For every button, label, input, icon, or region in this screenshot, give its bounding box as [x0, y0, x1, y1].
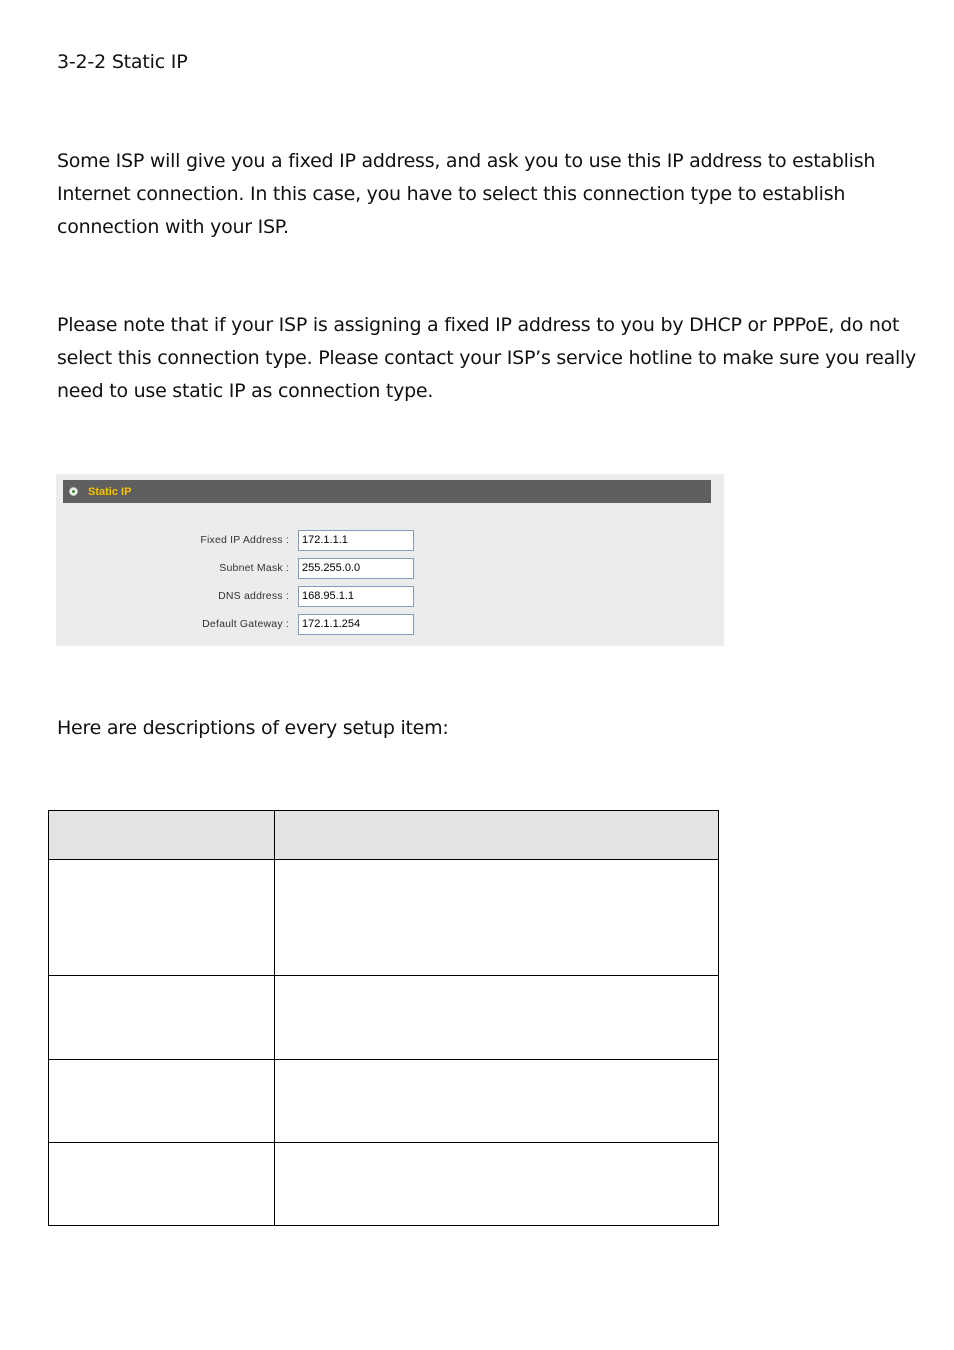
dns-address-input[interactable]: 168.95.1.1	[298, 586, 414, 607]
panel-header	[63, 480, 711, 503]
setup-item-table	[48, 810, 719, 1226]
table-cell	[275, 860, 719, 976]
table-cell	[49, 1060, 275, 1143]
table-row	[49, 860, 719, 976]
dns-address-row	[56, 586, 724, 608]
fixed-ip-label: Fixed IP Address :	[200, 534, 289, 546]
intro-paragraph: Some ISP will give you a fixed IP address, and ask you to use this IP address to establish Internet connection. In this case, you have to select this connection type to establish connection with your ISP.	[57, 150, 876, 238]
note-paragraph: Please note that if your ISP is assigning a fixed IP address to you by DHCP or PPPoE, do not select this connection type. Please contact your ISP’s service hotline to make sure you really need to use static IP as connection type.	[57, 314, 917, 402]
descriptions-intro: Here are descriptions of every setup item:	[57, 717, 449, 739]
table-row	[49, 1143, 719, 1226]
radio-selected-icon[interactable]	[69, 487, 78, 496]
table-cell	[49, 860, 275, 976]
table-cell	[275, 976, 719, 1060]
table-row	[49, 976, 719, 1060]
table-header-cell	[275, 811, 719, 860]
section-heading: 3-2-2 Static IP	[57, 51, 188, 73]
fixed-ip-row	[56, 530, 724, 552]
table-header-row	[49, 811, 719, 860]
default-gateway-row	[56, 614, 724, 636]
subnet-mask-input[interactable]: 255.255.0.0	[298, 558, 414, 579]
static-ip-settings-panel	[56, 474, 724, 646]
subnet-mask-label: Subnet Mask :	[219, 562, 289, 574]
panel-title: Static IP	[88, 485, 132, 498]
table-cell	[49, 1143, 275, 1226]
fixed-ip-input[interactable]: 172.1.1.1	[298, 530, 414, 551]
default-gateway-input[interactable]: 172.1.1.254	[298, 614, 414, 635]
dns-address-label: DNS address :	[218, 590, 289, 602]
table-cell	[275, 1060, 719, 1143]
table-cell	[275, 1143, 719, 1226]
default-gateway-label: Default Gateway :	[202, 618, 289, 630]
subnet-mask-row	[56, 558, 724, 580]
table-row	[49, 1060, 719, 1143]
table-cell	[49, 976, 275, 1060]
table-header-cell	[49, 811, 275, 860]
